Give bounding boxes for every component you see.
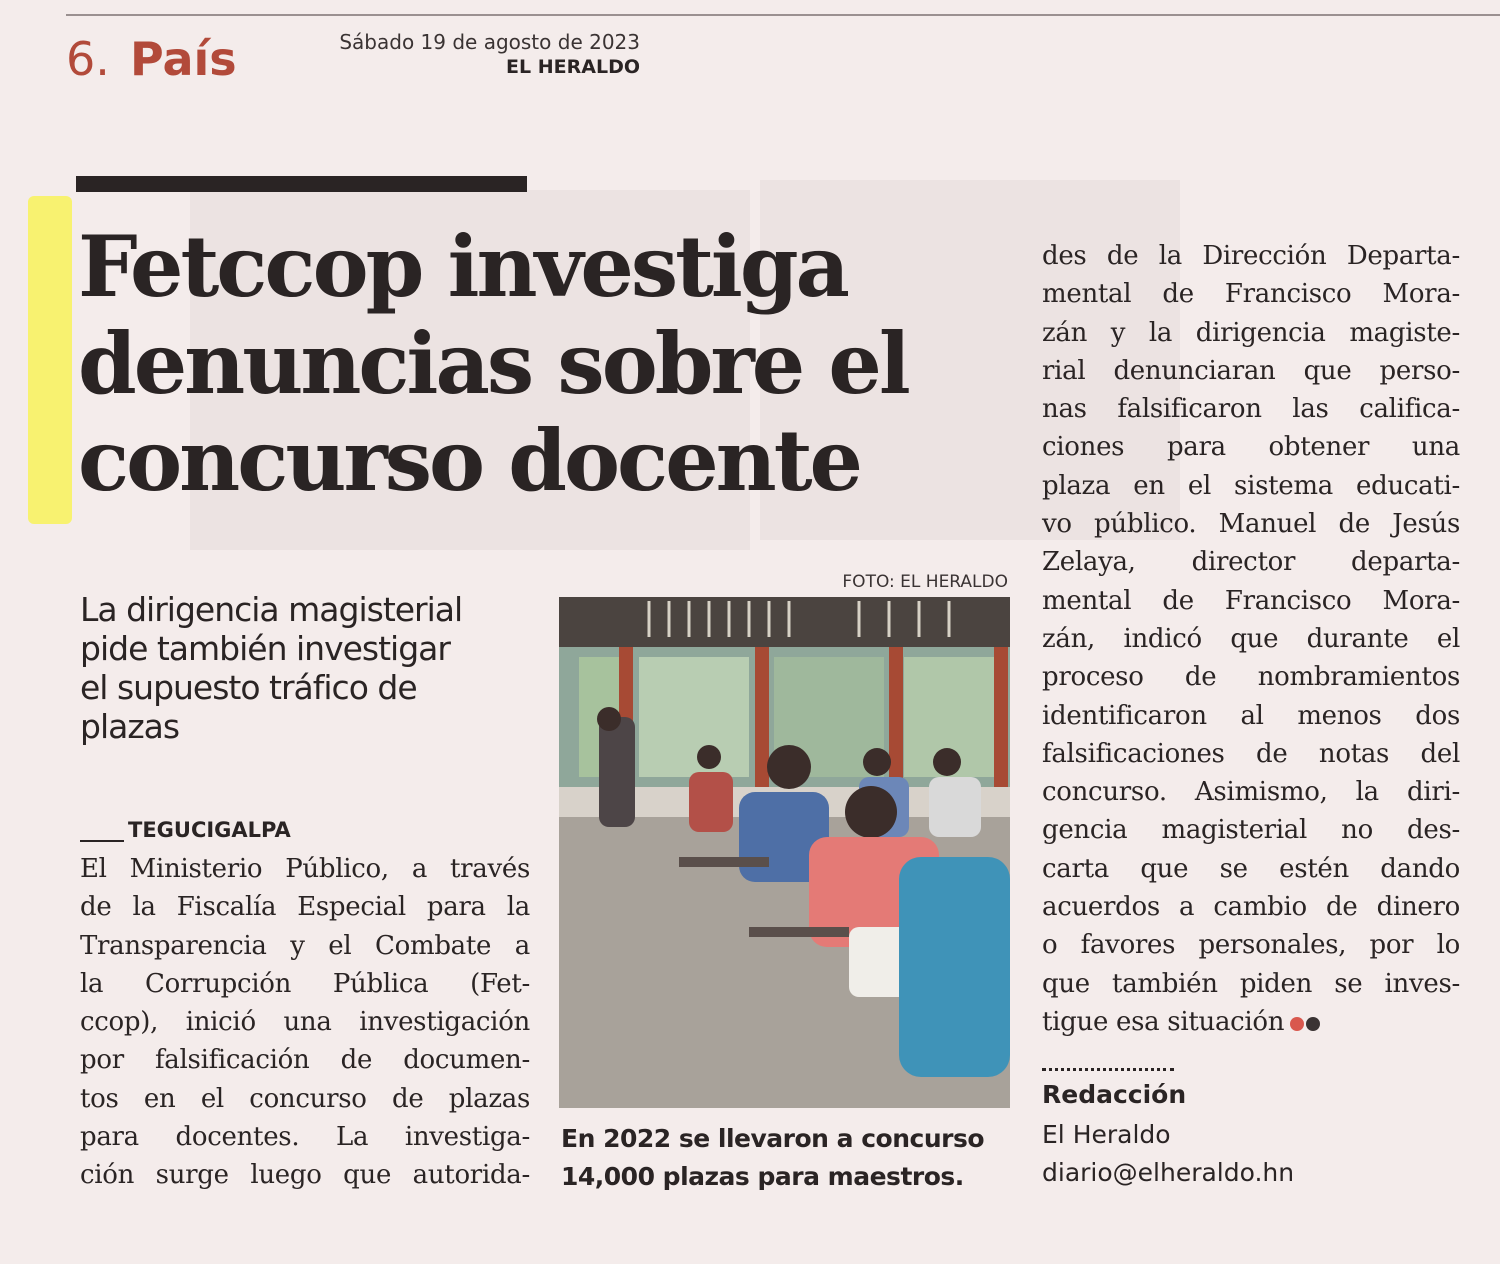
byline-dotted-rule <box>1042 1068 1174 1071</box>
page-number: 6. <box>66 32 110 86</box>
headline: Fetccop investiga denuncias sobre el concurso docente <box>78 217 908 510</box>
byline-outlet: El Heraldo <box>1042 1120 1171 1149</box>
byline: Redacción <box>1042 1080 1187 1109</box>
subheadline: La dirigencia magisterial pide también investigar el supuesto tráfico de plazas <box>80 590 463 746</box>
end-mark-icon <box>1288 1004 1320 1042</box>
body-column-3-last-text: tigue esa situación <box>1042 1007 1285 1037</box>
body-column-3: des de la Dirección Departa- mental de Francisco Mora- zán y la dirigencia magiste- rial denunciaran que perso- nas falsificaron las califica- ciones para obtener una plaza en el sistema educati- vo público. Manuel de Jesús Zelaya, director departa- mental de Francisco Mora- zán, indicó que durante el proceso de nombramientos identificaron al menos dos falsificaciones de notas del concurso. Asimismo, la diri- gencia magisterial no des- carta que se estén dando acuerdos a cambio de dinero o favores personales, por lo que también piden se inves- <box>1042 241 1460 999</box>
dateline: TEGUCIGALPA <box>128 818 291 842</box>
publication-date: Sábado 19 de agosto de 2023 <box>339 30 640 54</box>
newspaper-name: EL HERALDO <box>506 56 640 78</box>
section-title: País <box>130 32 237 86</box>
classroom-photo <box>559 597 1010 1108</box>
photo-caption: En 2022 se llevaron a concurso 14,000 plazas para maestros. <box>561 1124 985 1191</box>
top-rule <box>66 14 1500 16</box>
highlighter-mark <box>28 196 72 524</box>
dateline-rule <box>80 840 124 842</box>
headline-rule <box>76 176 527 192</box>
photo-credit: FOTO: EL HERALDO <box>842 572 1008 592</box>
byline-email: diario@elheraldo.hn <box>1042 1158 1295 1187</box>
body-column-3-last-line <box>1042 1003 1460 1042</box>
body-column-1: El Ministerio Público, a través de la Fiscalía Especial para la Transparencia y el Combate a la Corrupción Pública (Fet- ccop), inició una investigación por falsificación de documen- tos en el concurso de plazas para docentes. La investiga- ción surge luego que autorida- <box>80 854 530 1191</box>
